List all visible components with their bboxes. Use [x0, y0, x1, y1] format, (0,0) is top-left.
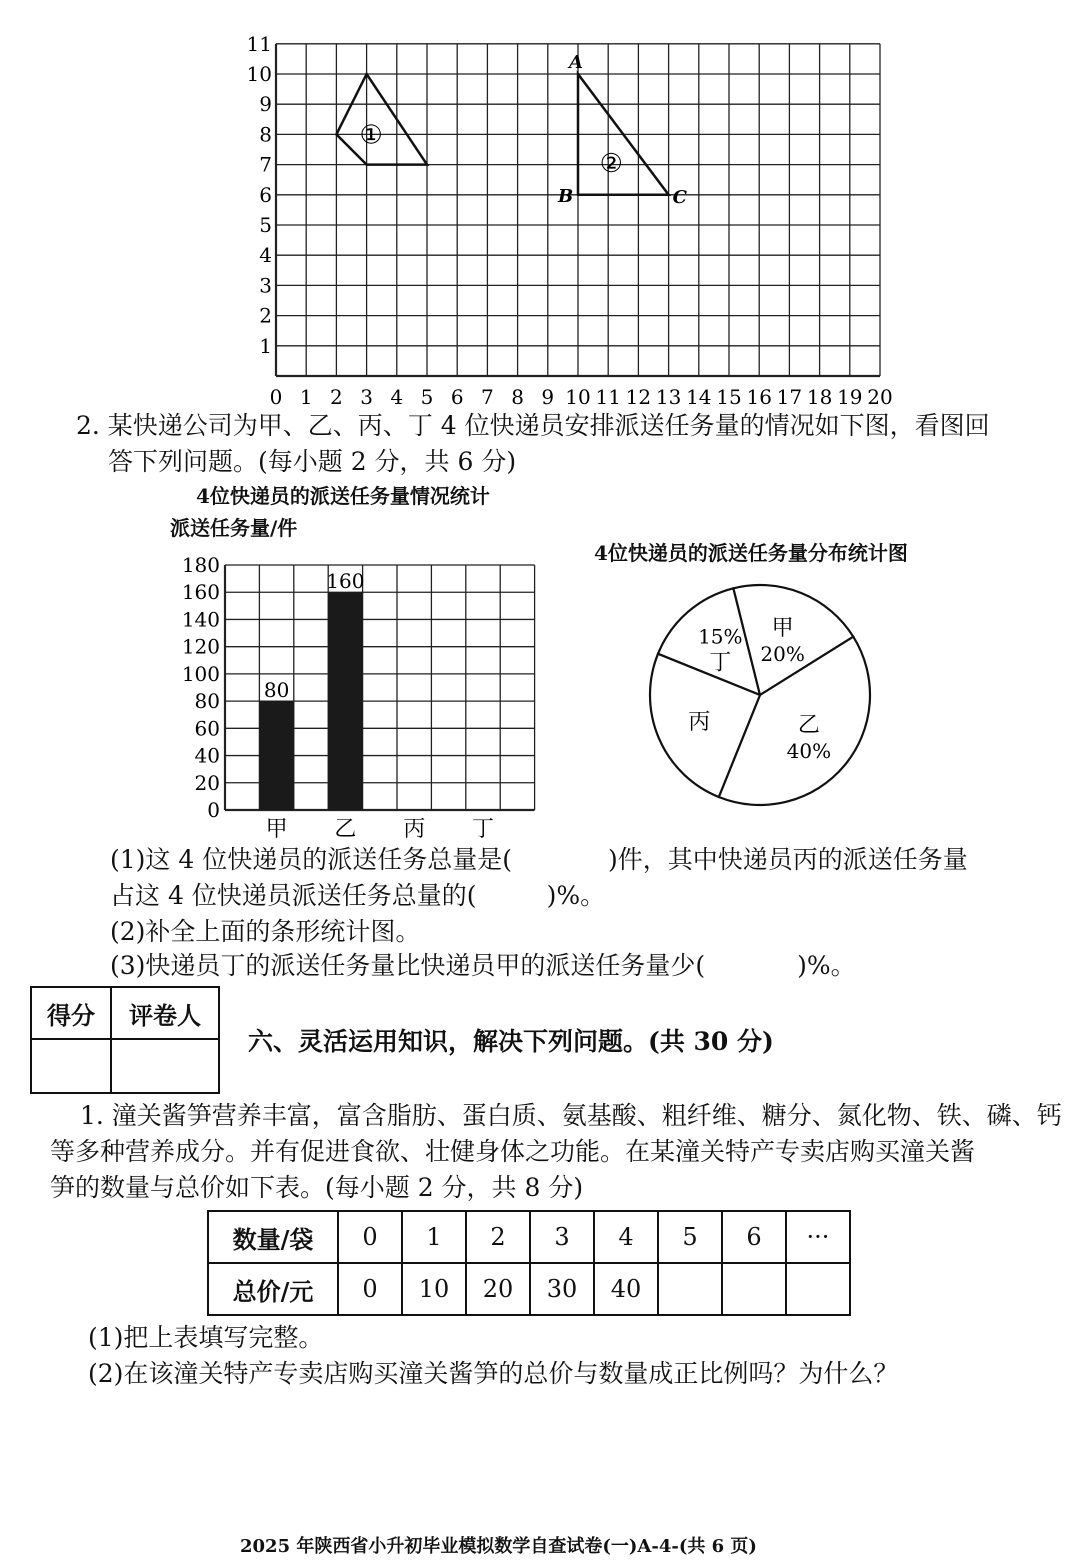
- q2-sub1-part-a: (1)这 4 位快递员的派送任务总量是(: [110, 845, 512, 874]
- y-tick-label: 60: [194, 716, 220, 741]
- score-header: 得分: [31, 987, 111, 1039]
- x-tick-label: 17: [776, 385, 803, 409]
- q2-sub1-part-d: )%。: [546, 881, 606, 910]
- pie-name-label: 丙: [688, 709, 711, 735]
- y-tick-label: 4: [259, 243, 272, 268]
- page-footer: 2025 年陕西省小升初毕业模拟数学自查试卷(一)A-4-(共 6 页): [240, 1536, 757, 1557]
- q6-1-line1: 1. 潼关酱笋营养丰富，富含脂肪、蛋白质、氨基酸、粗纤维、糖分、氮化物、铁、磷、钙: [80, 1101, 1062, 1130]
- bar-chart: [170, 545, 540, 845]
- q2-sub3-part-a: (3)快递员丁的派送任务量比快递员甲的派送任务量少(: [110, 951, 706, 980]
- table-cell: ···: [786, 1211, 850, 1263]
- x-tick-label: 16: [746, 385, 772, 409]
- y-tick-label: 8: [259, 122, 272, 147]
- answer-cell[interactable]: [658, 1263, 722, 1315]
- y-tick-label: 40: [194, 743, 220, 768]
- coordinate-grid: [240, 28, 900, 412]
- table-cell: 20: [466, 1263, 530, 1315]
- y-tick-label: 20: [194, 770, 220, 795]
- y-tick-label: 100: [181, 661, 220, 686]
- grader-cell[interactable]: [111, 1039, 219, 1093]
- table-row-quantity: [208, 1211, 850, 1263]
- table-cell: 10: [402, 1263, 466, 1315]
- x-tick-label: 4: [390, 385, 404, 409]
- y-tick-label: 9: [259, 92, 272, 117]
- table-cell: 0: [338, 1211, 402, 1263]
- x-tick-label: 3: [360, 385, 373, 409]
- q2-sub1-part-c: 占这 4 位快递员派送任务总量的(: [110, 881, 477, 910]
- q2-sub2: (2)补全上面的条形统计图。: [110, 917, 421, 946]
- shape-2-label: ②: [599, 149, 623, 180]
- y-tick-label: 140: [181, 607, 220, 632]
- table-cell: 0: [338, 1263, 402, 1315]
- x-tick-label: 6: [450, 385, 464, 409]
- q6-1-sub1: (1)把上表填写完整。: [88, 1323, 324, 1352]
- section-6-heading: 六、灵活运用知识，解决下列问题。(共 30 分): [248, 1027, 774, 1056]
- x-tick-label: 0: [269, 385, 283, 409]
- pie-percent-label: 20%: [760, 641, 805, 666]
- table-cell: 5: [658, 1211, 722, 1263]
- y-tick-label: 7: [259, 152, 272, 177]
- x-tick-label: 18: [806, 385, 833, 409]
- table-cell: 3: [530, 1211, 594, 1263]
- table-cell: 40: [594, 1263, 658, 1315]
- pie-chart-title: 4位快递员的派送任务量分布统计图: [594, 541, 908, 565]
- x-tick-label: 10: [565, 385, 591, 409]
- q2-line2: 答下列问题。(每小题 2 分，共 6 分): [108, 447, 517, 476]
- x-tick-label: 9: [541, 385, 555, 409]
- x-tick-label: 12: [625, 385, 652, 409]
- table-row-price: [208, 1263, 850, 1315]
- q6-1-sub2: (2)在该潼关特产专卖店购买潼关酱笋的总价与数量成正比例吗？为什么？: [88, 1359, 899, 1388]
- row-header-price: 总价/元: [208, 1263, 338, 1315]
- pie-name-label: 乙: [797, 713, 820, 739]
- y-tick-label: 10: [246, 62, 272, 86]
- bar-data-label: 160: [326, 569, 365, 594]
- y-tick-label: 80: [194, 689, 220, 714]
- score-box: [30, 986, 220, 1094]
- q2-sub1-row2: [110, 878, 605, 914]
- bar-乙: [328, 592, 362, 810]
- table-cell: 1: [402, 1211, 466, 1263]
- q6-1-line2: 等多种营养成分。并有促进食欲、壮健身体之功能。在某潼关特产专卖店购买潼关酱: [50, 1137, 976, 1166]
- x-category-label: 甲: [265, 817, 288, 842]
- x-tick-label: 2: [330, 385, 343, 409]
- pie-percent-label: 40%: [786, 739, 832, 764]
- point-a-label: A: [569, 51, 583, 73]
- x-tick-label: 20: [867, 385, 893, 409]
- x-category-label: 乙: [334, 817, 357, 842]
- y-tick-label: 160: [181, 580, 220, 605]
- pie-chart: [640, 575, 880, 815]
- y-tick-label: 2: [259, 303, 272, 328]
- quantity-price-table: [207, 1210, 851, 1316]
- q2-sub3-row: [110, 948, 856, 984]
- x-tick-label: 7: [481, 385, 494, 409]
- bar-chart-title: 4位快递员的派送任务量情况统计: [196, 484, 490, 508]
- y-tick-label: 120: [181, 634, 220, 659]
- pie-name-label: 丁: [709, 650, 732, 676]
- y-tick-label: 3: [259, 273, 272, 298]
- q2-sub3-part-b: )%。: [797, 951, 856, 980]
- y-tick-label: 5: [259, 213, 272, 237]
- quadrilateral-shape-1: [336, 74, 427, 165]
- bar-data-label: 80: [263, 678, 290, 703]
- row-header-quantity: 数量/袋: [208, 1211, 338, 1263]
- x-tick-label: 5: [420, 385, 434, 409]
- table-cell: 6: [722, 1211, 786, 1263]
- y-tick-label: 1: [259, 333, 272, 358]
- x-tick-label: 8: [511, 385, 524, 409]
- bar-甲: [259, 701, 293, 810]
- x-tick-label: 14: [686, 385, 712, 409]
- x-category-label: 丁: [471, 817, 495, 842]
- table-cell: 4: [594, 1211, 658, 1263]
- y-tick-label: 11: [246, 31, 272, 56]
- x-tick-label: 11: [595, 385, 621, 409]
- q2-line1: 2. 某快递公司为甲、乙、丙、丁 4 位快递员安排派送任务量的情况如下图，看图回: [76, 411, 990, 440]
- table-cell: 30: [530, 1263, 594, 1315]
- point-b-label: B: [558, 185, 574, 207]
- table-cell: 2: [466, 1211, 530, 1263]
- answer-cell[interactable]: [786, 1263, 850, 1315]
- q6-1-line3: 笋的数量与总价如下表。(每小题 2 分，共 8 分): [50, 1173, 584, 1202]
- q2-sub1-row1: [110, 842, 968, 878]
- bar-chart-ylabel: 派送任务量/件: [170, 516, 298, 540]
- y-tick-label: 6: [259, 182, 272, 207]
- pie-name-label: 甲: [771, 615, 794, 641]
- grader-header: 评卷人: [111, 987, 219, 1039]
- point-c-label: C: [672, 186, 687, 208]
- x-tick-label: 13: [655, 385, 682, 409]
- x-tick-label: 1: [299, 385, 313, 409]
- x-tick-label: 19: [837, 385, 863, 409]
- answer-cell[interactable]: [722, 1263, 786, 1315]
- x-tick-label: 15: [716, 385, 742, 409]
- q2-sub1-part-b: )件，其中快递员丙的派送任务量: [607, 845, 968, 874]
- x-category-label: 丙: [403, 817, 426, 842]
- y-tick-label: 180: [181, 553, 220, 577]
- pie-percent-label: 15%: [698, 624, 743, 649]
- score-cell[interactable]: [31, 1039, 111, 1093]
- shape-1-label: ①: [359, 120, 383, 151]
- y-tick-label: 0: [207, 798, 220, 822]
